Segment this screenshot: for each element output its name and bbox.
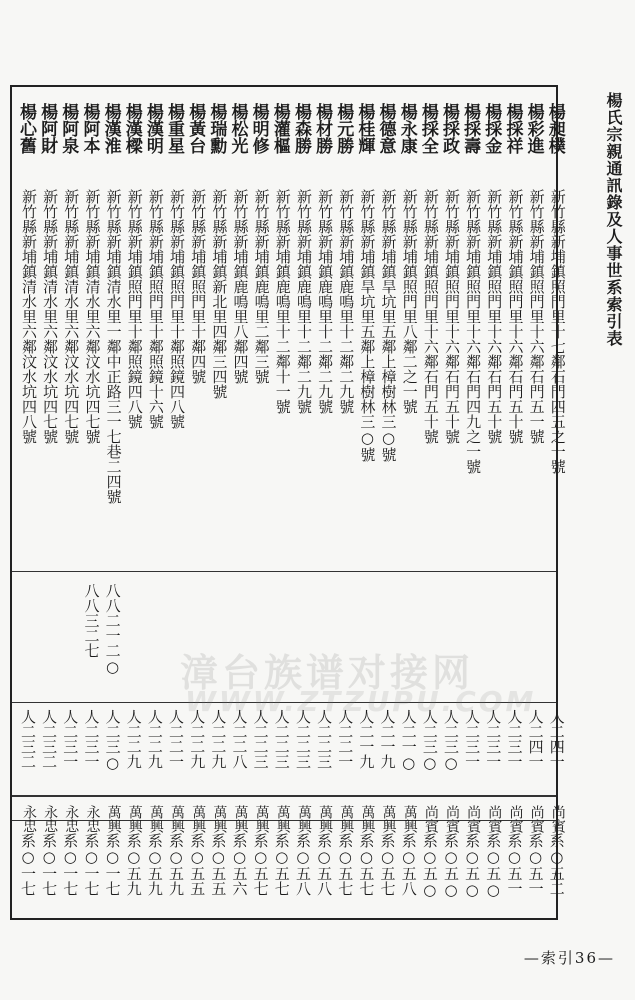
entry-name: 楊彩進 <box>523 103 544 154</box>
entry-code: 系○五八 <box>399 833 418 896</box>
entry-address: 新竹縣新埔鎮清水里一鄰中正路三一七巷二四號 <box>104 189 123 504</box>
entry-reference: 人二二三 <box>315 709 334 769</box>
entry-code: 系○一七 <box>61 833 80 896</box>
entry-code: 系○五○ <box>420 833 439 899</box>
entry-code: 系○五九 <box>167 833 186 896</box>
entry-generation: 萬興 <box>338 805 355 833</box>
entry-address: 新竹縣新埔鎮照門里十七鄰石門四五之一號 <box>548 189 567 474</box>
entry-column <box>290 87 314 918</box>
entry-reference: 人二二三 <box>272 709 291 769</box>
entry-reference: 人二三○ <box>420 709 439 772</box>
entry-address: 新竹縣新埔鎮照門里十鄰照鏡四八號 <box>168 189 187 429</box>
entry-code: 系○五七 <box>378 833 397 896</box>
entry-name: 楊採全 <box>417 103 438 154</box>
entry-address: 新竹縣新埔鎮照門里十六鄰石門五十號 <box>485 189 504 444</box>
entry-generation: 萬興 <box>169 805 186 833</box>
entry-column <box>248 87 272 918</box>
entry-code: 系○五○ <box>463 833 482 899</box>
entry-reference: 人二三二 <box>40 709 59 769</box>
entry-reference: 人二三一 <box>82 709 101 769</box>
entry-generation: 萬興 <box>380 805 397 833</box>
entry-address: 新竹縣新埔鎮照門里八鄰二之一號 <box>400 189 419 414</box>
entry-name: 楊採壽 <box>460 103 481 154</box>
entry-reference: 人二一九 <box>378 709 397 769</box>
entry-name: 楊漢淮 <box>100 103 121 154</box>
entry-reference: 人二二一 <box>167 709 186 769</box>
entry-generation: 永忠 <box>84 805 101 833</box>
entry-generation: 尚賓 <box>422 805 439 833</box>
entry-column <box>227 87 251 918</box>
entry-address: 新竹縣新埔鎮鹿鳴里八鄰四號 <box>231 189 250 384</box>
entry-name: 楊德意 <box>375 103 396 154</box>
entry-column <box>166 87 187 918</box>
entry-phone: 八八二一二○ <box>103 583 122 676</box>
entry-code: 系○五○ <box>442 833 460 899</box>
entry-column <box>375 87 399 918</box>
entry-address: 新竹縣新埔鎮旱坑里五鄰上樟樹林三○號 <box>379 189 398 462</box>
entry-address: 新竹縣新埔鎮清水里六鄰汶水坑四八號 <box>20 189 38 444</box>
entry-reference: 人二二九 <box>124 709 143 769</box>
entry-generation: 萬興 <box>190 805 207 833</box>
entry-reference: 人二二三 <box>251 709 270 769</box>
entry-generation: 萬興 <box>274 805 291 833</box>
entry-generation: 萬興 <box>105 805 122 833</box>
entry-name: 楊心舊 <box>16 103 36 154</box>
entry-code: 系○一七 <box>82 833 101 896</box>
entry-column <box>81 87 102 918</box>
entry-column <box>39 87 60 918</box>
entry-reference: 人二三一 <box>484 709 503 769</box>
entry-code: 系○五○ <box>484 833 503 899</box>
entry-address: 新竹縣新埔鎮旱坑里五鄰上樟樹林三○號 <box>358 189 377 462</box>
entry-column <box>314 87 335 918</box>
entry-name: 楊採政 <box>439 103 459 154</box>
entry-code: 系○五六 <box>230 833 249 896</box>
entry-code: 系○五七 <box>336 833 355 896</box>
entry-address: 新竹縣新埔鎮照門里十六鄰石門五十號 <box>506 189 525 444</box>
entry-reference: 人二二三 <box>293 709 312 769</box>
entry-phone: 八八三二七 <box>82 583 101 658</box>
entry-code: 系○五一 <box>505 833 524 896</box>
entry-column <box>544 87 568 918</box>
entry-reference: 人二一九 <box>357 709 376 769</box>
entry-generation: 尚賓 <box>507 805 524 833</box>
entry-name: 楊森勝 <box>290 103 311 154</box>
entry-code: 系○五五 <box>209 833 228 896</box>
entry-column <box>60 87 81 918</box>
entry-column <box>335 87 356 918</box>
entry-reference: 人二四一 <box>547 709 566 769</box>
entry-address: 新竹縣新埔鎮鹿鳴里十二鄰二九號 <box>337 189 356 414</box>
entry-reference: 人二一○ <box>399 709 418 772</box>
entry-address: 新竹縣新埔鎮清水里六鄰汶水坑四七號 <box>83 189 102 444</box>
entry-reference: 人二二九 <box>145 709 164 769</box>
entry-address: 新竹縣新埔鎮新北里四鄰三四號 <box>210 189 229 399</box>
entry-name: 楊漢明 <box>142 103 163 154</box>
entry-address: 新竹縣新埔鎮照門里十鄰四號 <box>189 189 208 384</box>
entry-name: 楊松光 <box>227 103 248 154</box>
entry-column <box>441 87 462 918</box>
entry-reference: 人二四一 <box>526 709 545 769</box>
entry-generation: 萬興 <box>232 805 249 833</box>
entry-address: 新竹縣新埔鎮鹿鳴里二鄰三號 <box>252 189 271 384</box>
entry-address: 新竹縣新埔鎮照門里十六鄰石門五十號 <box>443 189 461 444</box>
entry-code: 系○五二 <box>547 833 566 896</box>
entry-code: 系○五九 <box>124 833 143 896</box>
entry-name: 楊永康 <box>396 103 417 154</box>
entry-code: 系○五七 <box>251 833 270 896</box>
entry-reference: 人二三一 <box>505 709 524 769</box>
entry-column <box>269 87 293 918</box>
entry-code: 系○五九 <box>145 833 164 896</box>
entry-code: 系○一七 <box>40 833 59 896</box>
entry-reference: 人二二九 <box>209 709 228 769</box>
entry-generation: 尚賓 <box>528 805 545 833</box>
entry-reference: 人二三○ <box>103 709 122 772</box>
entry-generation: 尚賓 <box>465 805 482 833</box>
entry-column <box>100 87 124 918</box>
entry-address: 新竹縣新埔鎮鹿鳴里十二鄰十一號 <box>273 189 292 414</box>
entry-name: 楊材勝 <box>312 103 333 154</box>
entry-name: 楊灌樞 <box>269 103 290 154</box>
entry-column <box>523 87 547 918</box>
entry-generation: 萬興 <box>359 805 376 833</box>
entry-column <box>187 87 208 918</box>
page-title: 楊氏宗親通訊錄及人事世系索引表 <box>604 92 623 347</box>
entry-address: 新竹縣新埔鎮照門里十六鄰石門四九之一號 <box>464 189 483 474</box>
entry-generation: 永忠 <box>21 805 37 833</box>
entry-reference: 人二三二 <box>19 709 37 769</box>
entry-code: 系○五七 <box>357 833 376 896</box>
entry-name: 楊昶樸 <box>544 103 565 154</box>
entry-generation: 永忠 <box>42 805 59 833</box>
entry-reference: 人二二九 <box>188 709 207 769</box>
entry-generation: 萬興 <box>401 805 418 833</box>
entry-name: 楊漢樑 <box>121 103 142 154</box>
entry-column <box>462 87 483 918</box>
entry-column <box>417 87 441 918</box>
page-number: —索引36— <box>523 949 615 967</box>
entry-code: 系○一七 <box>19 833 37 896</box>
entry-address: 新竹縣新埔鎮照門里十鄰照鏡四八號 <box>125 189 144 429</box>
entry-name: 楊黃台 <box>185 103 206 154</box>
entry-column <box>396 87 420 918</box>
entry-code: 系○五八 <box>315 833 334 896</box>
entry-generation: 萬興 <box>147 805 164 833</box>
entry-reference: 人二三一 <box>463 709 482 769</box>
entry-name: 楊桂輝 <box>354 103 375 154</box>
entry-generation: 尚賓 <box>549 805 566 833</box>
entry-name: 楊瑞勳 <box>206 103 227 154</box>
entry-generation: 尚賓 <box>486 805 503 833</box>
entry-generation: 萬興 <box>295 805 312 833</box>
entry-address: 新竹縣新埔鎮照門里十六鄰石門五十號 <box>421 189 440 444</box>
entry-name: 楊重星 <box>164 103 185 154</box>
entry-name: 楊採金 <box>481 103 502 154</box>
entry-name: 楊明修 <box>248 103 269 154</box>
entry-reference: 人二二一 <box>336 709 355 769</box>
entry-code: 系○五五 <box>188 833 207 896</box>
entry-generation: 萬興 <box>126 805 143 833</box>
entry-code: 系○五七 <box>272 833 291 896</box>
entry-column <box>142 87 166 918</box>
entry-address: 新竹縣新埔鎮清水里六鄰汶水坑四七號 <box>41 189 60 444</box>
entry-address: 新竹縣新埔鎮鹿鳴里十二鄰二九號 <box>294 189 313 414</box>
entry-reference: 人二三○ <box>442 709 460 772</box>
watermark-text: 漳台族谱对接网 <box>180 651 475 695</box>
entry-column <box>504 87 525 918</box>
entry-column <box>483 87 504 918</box>
entry-address: 新竹縣新埔鎮清水里六鄰汶水坑四七號 <box>62 189 81 444</box>
entry-generation: 萬興 <box>317 805 334 833</box>
entry-name: 楊阿泉 <box>58 103 79 154</box>
entry-name: 楊阿財 <box>37 103 58 154</box>
entry-name: 楊元勝 <box>333 103 354 154</box>
entry-column <box>208 87 229 918</box>
entry-generation: 尚賓 <box>444 805 460 833</box>
entry-address: 新竹縣新埔鎮照門里十鄰照鏡十六號 <box>146 189 165 429</box>
entry-reference: 人二二八 <box>230 709 249 769</box>
entry-generation: 萬興 <box>211 805 228 833</box>
index-table <box>10 85 567 920</box>
entry-address: 新竹縣新埔鎮鹿鳴里十二鄰二九號 <box>316 189 335 414</box>
entry-reference: 人二三一 <box>61 709 80 769</box>
watermark-url: WWW.ZTZUPU.COM <box>185 685 537 718</box>
entry-column <box>356 87 377 918</box>
entry-generation: 永忠 <box>63 805 80 833</box>
entry-code: 系○五八 <box>293 833 312 896</box>
entry-code: 系○一七 <box>103 833 122 896</box>
entry-generation: 萬興 <box>253 805 270 833</box>
entry-name: 楊阿本 <box>79 103 100 154</box>
entry-column <box>18 87 39 918</box>
entry-address: 新竹縣新埔鎮照門里十六鄰石門五一號 <box>527 189 546 444</box>
entry-name: 楊採祥 <box>502 103 523 154</box>
entry-code: 系○五一 <box>526 833 545 896</box>
entry-column <box>121 87 145 918</box>
